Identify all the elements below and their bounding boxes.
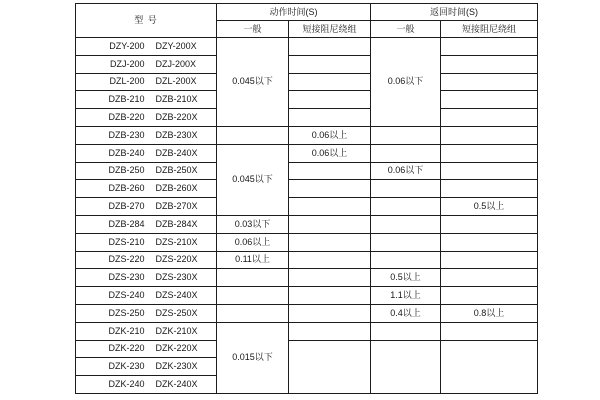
cell-return-general: [371, 215, 441, 233]
model-name-left: DZB-220: [108, 112, 145, 123]
table-row: [76, 126, 538, 144]
model-name-left: DZK-230: [108, 361, 145, 372]
model-name-right: DZL-200X: [155, 76, 197, 87]
cell-action-general: [217, 304, 289, 322]
model-name-left: DZS-250: [108, 307, 145, 318]
model-pair: [76, 202, 216, 211]
model-cell: [76, 304, 217, 322]
model-cell: [76, 38, 217, 56]
cell-action-damper: [289, 287, 371, 305]
model-cell: [76, 144, 217, 162]
table-row: [76, 233, 538, 251]
model-name-left: DZY-200: [109, 40, 145, 51]
model-cell: [76, 55, 217, 73]
model-name-right: DZB-284X: [155, 218, 198, 229]
model-cell: [76, 233, 217, 251]
model-cell: [76, 198, 217, 216]
cell-return-general: 0.5以上: [371, 269, 441, 287]
table-row: [76, 73, 538, 91]
cell-action-general: [217, 287, 289, 305]
model-pair: [76, 166, 216, 175]
table-row: [76, 109, 538, 127]
model-name-left: DZS-240: [108, 290, 145, 301]
table-row: [76, 55, 538, 73]
table-row: [76, 322, 538, 340]
model-pair: [76, 380, 216, 389]
model-name-right: DZK-230X: [155, 361, 198, 372]
cell-action-general: [217, 126, 289, 144]
cell-action-damper: [289, 269, 371, 287]
cell-return-damper: [441, 144, 538, 162]
model-name-right: DZS-220X: [155, 254, 198, 265]
cell-return-damper: [441, 91, 538, 109]
cell-return-general: 0.06以下: [371, 162, 441, 180]
cell-return-general: [371, 233, 441, 251]
model-pair: [76, 149, 216, 158]
cell-action-damper: [289, 73, 371, 91]
table-row: [76, 198, 538, 216]
model-pair: [76, 291, 216, 300]
cell-return-damper: 0.5以上: [441, 198, 538, 216]
cell-return-damper: [441, 180, 538, 198]
model-name-right: DZB-270X: [155, 201, 198, 212]
model-name-right: DZS-230X: [155, 272, 198, 283]
model-name-right: DZB-230X: [155, 129, 198, 140]
model-pair: [76, 220, 216, 229]
cell-action-general: 0.11以上: [217, 251, 289, 269]
cell-action-general: 0.06以上: [217, 233, 289, 251]
col-header-return-time: 返回时间(S): [371, 4, 538, 21]
model-name-left: DZB-260: [108, 183, 145, 194]
model-cell: [76, 358, 217, 376]
table-row: [76, 251, 538, 269]
model-name-left: DZK-240: [108, 379, 145, 390]
col-header-action-damper: 短接阻尼绕组: [289, 21, 371, 38]
model-cell: [76, 73, 217, 91]
table-row: [76, 180, 538, 198]
model-name-left: DZB-270: [108, 201, 145, 212]
model-pair: [76, 42, 216, 51]
model-name-left: DZB-250: [108, 165, 145, 176]
cell-return-general: [371, 180, 441, 198]
col-header-action-general: 一般: [217, 21, 289, 38]
spec-table: [75, 3, 538, 394]
spec-table-container: [75, 3, 538, 394]
model-name-right: DZB-220X: [155, 112, 198, 123]
col-header-action-time: 动作时间(S): [217, 4, 371, 21]
model-pair: [76, 309, 216, 318]
model-name-left: DZS-210: [108, 236, 145, 247]
model-name-right: DZB-240X: [155, 147, 198, 158]
model-name-right: DZB-250X: [155, 165, 198, 176]
model-pair: [76, 77, 216, 86]
model-pair: [76, 184, 216, 193]
cell-return-damper: [441, 287, 538, 305]
table-row: [76, 215, 538, 233]
model-name-left: DZS-220: [108, 254, 145, 265]
model-cell: [76, 340, 217, 358]
cell-return-general: [371, 198, 441, 216]
cell-action-damper: [289, 91, 371, 109]
cell-return-damper: [441, 126, 538, 144]
model-name-left: DZB-210: [108, 94, 145, 105]
model-pair: [76, 362, 216, 371]
cell-return-general: 0.4以上: [371, 304, 441, 322]
model-cell: [76, 322, 217, 340]
cell-action-damper: [289, 251, 371, 269]
model-cell: [76, 215, 217, 233]
model-name-left: DZK-210: [108, 325, 145, 336]
cell-action-damper: [289, 233, 371, 251]
cell-return-damper: [441, 233, 538, 251]
spec-table-header: [76, 4, 538, 38]
cell-return-damper: [441, 251, 538, 269]
model-cell: [76, 376, 217, 394]
cell-return-damper: [441, 73, 538, 91]
model-pair: [76, 131, 216, 140]
table-row: [76, 304, 538, 322]
cell-return-damper: [441, 162, 538, 180]
cell-action-general: 0.045以下: [217, 144, 289, 215]
model-pair: [76, 344, 216, 353]
model-pair: [76, 238, 216, 247]
cell-action-damper: [289, 340, 371, 393]
cell-action-damper: [289, 38, 371, 56]
spec-table-body: [76, 38, 538, 394]
model-cell: [76, 109, 217, 127]
model-name-right: DZS-210X: [155, 236, 198, 247]
table-row: [76, 91, 538, 109]
model-name-right: DZK-210X: [155, 325, 198, 336]
cell-action-damper: 0.06以上: [289, 126, 371, 144]
cell-action-damper: 0.06以上: [289, 144, 371, 162]
cell-action-damper: [289, 322, 371, 340]
model-cell: [76, 126, 217, 144]
model-pair: [76, 113, 216, 122]
table-row: [76, 287, 538, 305]
table-row: [76, 38, 538, 56]
table-row: [76, 144, 538, 162]
cell-action-general: [217, 269, 289, 287]
model-cell: [76, 180, 217, 198]
cell-return-damper: [441, 269, 538, 287]
model-name-left: DZJ-200: [109, 58, 145, 69]
table-row: [76, 162, 538, 180]
cell-action-damper: [289, 162, 371, 180]
cell-return-damper: [441, 322, 538, 340]
model-name-left: DZB-230: [108, 129, 145, 140]
col-header-return-damper: 短接阻尼绕组: [441, 21, 538, 38]
model-pair: [76, 60, 216, 69]
model-name-right: DZS-240X: [155, 290, 198, 301]
cell-return-damper: [441, 109, 538, 127]
cell-action-damper: [289, 304, 371, 322]
model-cell: [76, 91, 217, 109]
col-header-model: 型 号: [76, 4, 217, 38]
model-name-right: DZJ-200X: [155, 58, 197, 69]
cell-return-damper: 0.8以上: [441, 304, 538, 322]
model-cell: [76, 269, 217, 287]
model-name-left: DZB-284: [108, 218, 145, 229]
cell-return-general: [371, 322, 441, 340]
model-name-right: DZB-210X: [155, 94, 198, 105]
model-cell: [76, 251, 217, 269]
model-pair: [76, 95, 216, 104]
table-row: [76, 269, 538, 287]
cell-action-damper: [289, 55, 371, 73]
col-header-return-general: 一般: [371, 21, 441, 38]
cell-action-damper: [289, 180, 371, 198]
model-name-right: DZK-240X: [155, 379, 198, 390]
cell-action-general: 0.045以下: [217, 38, 289, 127]
cell-return-damper: [441, 38, 538, 56]
cell-return-damper: [441, 340, 538, 393]
model-name-left: DZB-240: [108, 147, 145, 158]
cell-action-damper: [289, 198, 371, 216]
cell-return-general: [371, 340, 441, 393]
header-row-groups: [76, 4, 538, 21]
cell-action-general: 0.03以下: [217, 215, 289, 233]
cell-return-general: [371, 144, 441, 162]
cell-return-damper: [441, 55, 538, 73]
model-name-right: DZB-260X: [155, 183, 198, 194]
cell-action-damper: [289, 109, 371, 127]
model-name-left: DZK-220: [108, 343, 145, 354]
cell-action-damper: [289, 215, 371, 233]
cell-return-general: 0.06以下: [371, 38, 441, 127]
model-pair: [76, 273, 216, 282]
cell-action-general: 0.015以下: [217, 322, 289, 393]
model-name-left: DZS-230: [108, 272, 145, 283]
model-pair: [76, 255, 216, 264]
model-name-right: DZK-220X: [155, 343, 198, 354]
model-cell: [76, 162, 217, 180]
model-name-right: DZY-200X: [155, 40, 197, 51]
table-row: [76, 340, 538, 358]
cell-return-general: [371, 251, 441, 269]
cell-return-general: 1.1以上: [371, 287, 441, 305]
model-pair: [76, 327, 216, 336]
model-cell: [76, 287, 217, 305]
model-name-right: DZS-250X: [155, 307, 198, 318]
model-name-left: DZL-200: [109, 76, 145, 87]
cell-return-damper: [441, 215, 538, 233]
cell-return-general: [371, 126, 441, 144]
